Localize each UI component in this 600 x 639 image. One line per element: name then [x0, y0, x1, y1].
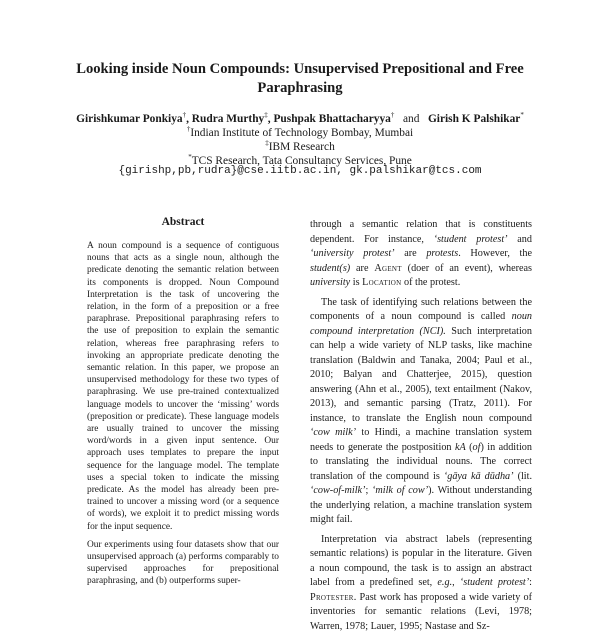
- author-separator: ,: [267, 112, 274, 125]
- abstract-body: [87, 240, 279, 594]
- body-paragraph: The task of identifying such relations between the components of a noun compound is called noun compound interpretation (NCI). Such interpretation can help a wide variety of NLP tasks, like machine translation (Baldwin and Tanaka, 2004; Paul et al., 2010; Balyan and Chatterjee, 2015), question answering (Ahn et al., 2005), text entailment (Nakov, 2013), and semantic parsing (Tratz, 2011). For instance, to translate the English noun compound ‘cow milk’ to Hindi, a machine translation system needs to generate the postposition kA (of) in addition to translating the individual nouns. The correct translation of the compound is ‘gāya kā dūdha’ (lit. ‘cow-of-milk’; ‘milk of cow’). Without understanding the underlying relation, a machine translation system might fail.: [310, 296, 532, 525]
- affiliation-text: Indian Institute of Technology Bombay, Mumbai: [190, 126, 414, 139]
- author-and: and: [402, 112, 420, 125]
- body-column-right: [310, 218, 532, 639]
- body-paragraph: Interpretation via abstract labels (representing semantic relations) is popular in the literature. Given a noun compound, the task is to assign an abstract label from a predefined set, e.g., ‘student protest’: Protester. Past work has proposed a wide variety of inventories for semantic relations (Levi, 1978; Warren, 1978; Lauer, 1995; Nastase and Sz-: [310, 533, 532, 632]
- affiliation-mark: †: [186, 125, 191, 133]
- abstract-paragraph: A noun compound is a sequence of contiguous nouns that acts as a single noun, although the predicate denoting the semantic relation between its components is dropped. Noun Compound Interpretation is the task of uncovering the relation, in the form of a preposition or a free paraphrase. Prepositional paraphrasing refers to the use of preposition to explain the semantic relation, whereas free paraphrasing refers to invoking an appropriate predicate denoting the semantic relation. In this paper, we propose an unsupervised methodology for these two types of paraphrasing. We use pre-trained contextualized language models to uncover the ‘missing’ words (preposition or predicate). These language models are usually trained to uncover the missing word/words in a given input sentence. Our approach uses templates to prepare the input sequence for the language model. The template uses a special token to indicate the missing predicate. As the model has already been pre-trained to uncover a missing word (or a sequence of words), we exploit it to predict missing words for the input sequence.: [87, 241, 279, 532]
- affiliation-text: TCS Research, Tata Consultancy Services, Pune: [191, 154, 412, 167]
- author-emails: {girishp,pb,rudra}@cse.iitb.ac.in, gk.palshikar@tcs.com: [118, 165, 482, 177]
- author-name: Girishkumar Ponkiya: [76, 112, 183, 125]
- affiliation-mark: ‡: [264, 111, 268, 119]
- affiliation-mark: *: [520, 111, 524, 119]
- paper-title: Looking inside Noun Compounds: Unsupervised Prepositional and Free Paraphrasing: [76, 61, 524, 96]
- author-name: Pushpak Bhattacharyya: [273, 112, 391, 125]
- author-name: Rudra Murthy: [191, 112, 265, 125]
- affiliation-mark: †: [182, 111, 187, 119]
- abstract-heading: Abstract: [161, 216, 205, 228]
- author-separator: ,: [186, 112, 192, 125]
- author-name: Girish K Palshikar: [427, 112, 521, 125]
- affiliation-mark: ‡: [265, 139, 269, 147]
- body-paragraph: through a semantic relation that is constituents dependent. For instance, ‘student protest’ and ‘university protest’ are protests. However, the student(s) are Agent (doer of an event), whereas university is Location of the protest.: [310, 219, 532, 288]
- affiliation-text: IBM Research: [268, 140, 335, 153]
- affiliation-mark: †: [390, 111, 395, 119]
- abstract-paragraph: Our experiments using four datasets show that our unsupervised approach (a) performs comparably to supervised approaches for prepositional paraphrasing, and (b) outperforms super-: [87, 539, 279, 587]
- affiliation-mark: *: [188, 153, 192, 161]
